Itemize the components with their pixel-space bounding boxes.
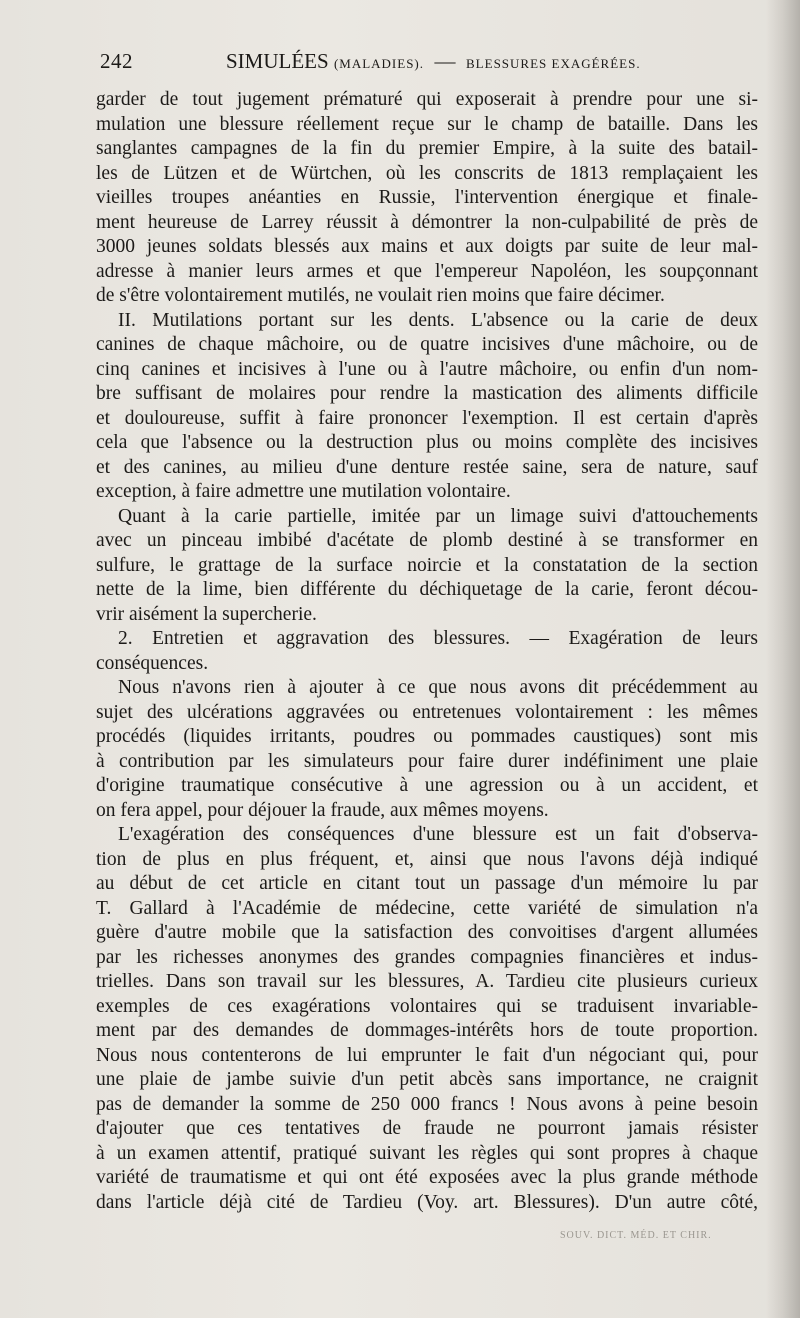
text-line: canines de chaque mâchoire, ou de quatre incisives d'une mâchoire, ou de (96, 334, 758, 355)
text-line: exemples de ces exagérations volontaires qui se traduisent invariable- (96, 995, 758, 1017)
text-line: variété de traumatisme et qui ont été exposées avec la plus grande méthode (96, 1167, 758, 1188)
text-line: bre suffisant de molaires pour rendre la mastication des aliments difficile (96, 383, 758, 404)
running-title (226, 46, 641, 79)
text-line: une plaie de jambe suivie d'un petit abcès sans importance, ne craignit (96, 1069, 758, 1090)
page-edge-shadow (766, 0, 800, 1318)
text-line: vrir aisément la supercherie. (96, 603, 317, 625)
text-line: L'exagération des conséquences d'une blessure est un fait d'observa- (118, 824, 758, 845)
text-line: 3000 jeunes soldats blessés aux mains et aux doigts par suite de leur mal- (96, 236, 758, 257)
text-line: conséquences. (96, 652, 209, 674)
text-line: et des canines, au milieu d'une denture restée saine, sera de nature, sauf (96, 456, 758, 478)
body-text (96, 88, 758, 1215)
text-line: procédés (liquides irritants, poudres ou pommades caustiques) sont mis (96, 726, 758, 747)
text-line: T. Gallard à l'Académie de médecine, cette variété de simulation n'a (96, 897, 758, 919)
text-line: on fera appel, pour déjouer la fraude, aux mêmes moyens. (96, 799, 549, 821)
text-line: à contribution par les simulateurs pour faire durer indéfiniment une plaie (96, 750, 758, 772)
text-line: sujet des ulcérations aggravées ou entretenues volontairement : les mêmes (96, 701, 758, 723)
title-paren: (MALADIES). (333, 56, 425, 71)
text-line: au début de cet article en citant tout un passage d'un mémoire lu par (96, 873, 758, 894)
text-line: nette de la lime, bien différente du déchiquetage de la carie, feront décou- (96, 579, 758, 600)
text-line: mulation une blessure réellement reçue sur le champ de bataille. Dans les (96, 113, 758, 135)
text-line: guère d'autre mobile que la satisfaction des convoitises d'argent allumées (96, 922, 758, 943)
text-line: trielles. Dans son travail sur les blessures, A. Tardieu cite plusieurs curieux (96, 971, 758, 992)
text-line: par les richesses anonymes des grandes compagnies financières et indus- (96, 946, 758, 968)
text-line: et douloureuse, suffit à faire prononcer l'exemption. Il est certain d'après (96, 407, 758, 429)
text-line: ment par des demandes de dommages-intérêts hors de toute proportion. (96, 1020, 758, 1041)
text-line: d'origine traumatique consécutive à une agression ou à un accident, et (96, 775, 758, 796)
text-line: tion de plus en plus fréquent, et, ainsi que nous l'avons déjà indiqué (96, 848, 758, 870)
text-line: Quant à la carie partielle, imitée par un limage suivi d'attouchements (118, 505, 758, 527)
text-line: garder de tout jugement prématuré qui exposerait à prendre pour une si- (96, 89, 758, 110)
page-number: 242 (100, 49, 133, 73)
text-line: cinq canines et incisives à l'une ou à l'autre mâchoire, ou enfin d'un nom- (96, 358, 758, 380)
running-header (100, 46, 760, 80)
text-line: sanglantes campagnes de la fin du premier Empire, à la suite des batail- (96, 138, 758, 159)
title-separator: — (434, 49, 456, 73)
text-line: de s'être volontairement mutilés, ne voulait rien moins que faire décimer. (96, 285, 665, 306)
text-line: 2. Entretien et aggravation des blessures. — Exagération de leurs (118, 628, 758, 649)
text-line: à un examen attentif, pratiqué suivant les règles qui sont propres à chaque (96, 1142, 758, 1164)
text-line: d'ajouter que ces tentatives de fraude ne pourront jamais résister (96, 1118, 758, 1139)
text-line: exception, à faire admettre une mutilation volontaire. (96, 481, 511, 502)
text-line: adresse à manier leurs armes et que l'empereur Napoléon, les soupçonnant (96, 260, 758, 282)
title-main: SIMULÉES (226, 49, 329, 73)
text-line: dans l'article déjà cité de Tardieu (Voy. art. Blessures). D'un autre côté, (96, 1191, 758, 1213)
text-line: sulfure, le grattage de la surface noircie et la constatation de la section (96, 554, 758, 576)
text-line: les de Lützen et de Würtchen, où les conscrits de 1813 remplaçaient les (96, 162, 758, 184)
text-line: avec un pinceau imbibé d'acétate de plomb destiné à se transformer en (96, 530, 758, 551)
page-footer: SOUV. DICT. MÉD. ET CHIR. (560, 1230, 712, 1241)
text-line: vieilles troupes anéanties en Russie, l'intervention énergique et finale- (96, 187, 758, 208)
text-line: pas de demander la somme de 250 000 francs ! Nous avons à peine besoin (96, 1093, 758, 1115)
text-line: cela que l'absence ou la destruction plus ou moins complète des incisives (96, 432, 758, 453)
text-line: ment heureuse de Larrey réussit à démontrer la non-culpabilité de près de (96, 211, 758, 233)
text-line: II. Mutilations portant sur les dents. L'absence ou la carie de deux (118, 309, 758, 331)
title-section: BLESSURES EXAGÉRÉES. (466, 56, 641, 71)
text-line: Nous nous contenterons de lui emprunter le fait d'un négociant qui, pour (96, 1044, 758, 1066)
text-line: Nous n'avons rien à ajouter à ce que nous avons dit précédemment au (118, 677, 758, 698)
